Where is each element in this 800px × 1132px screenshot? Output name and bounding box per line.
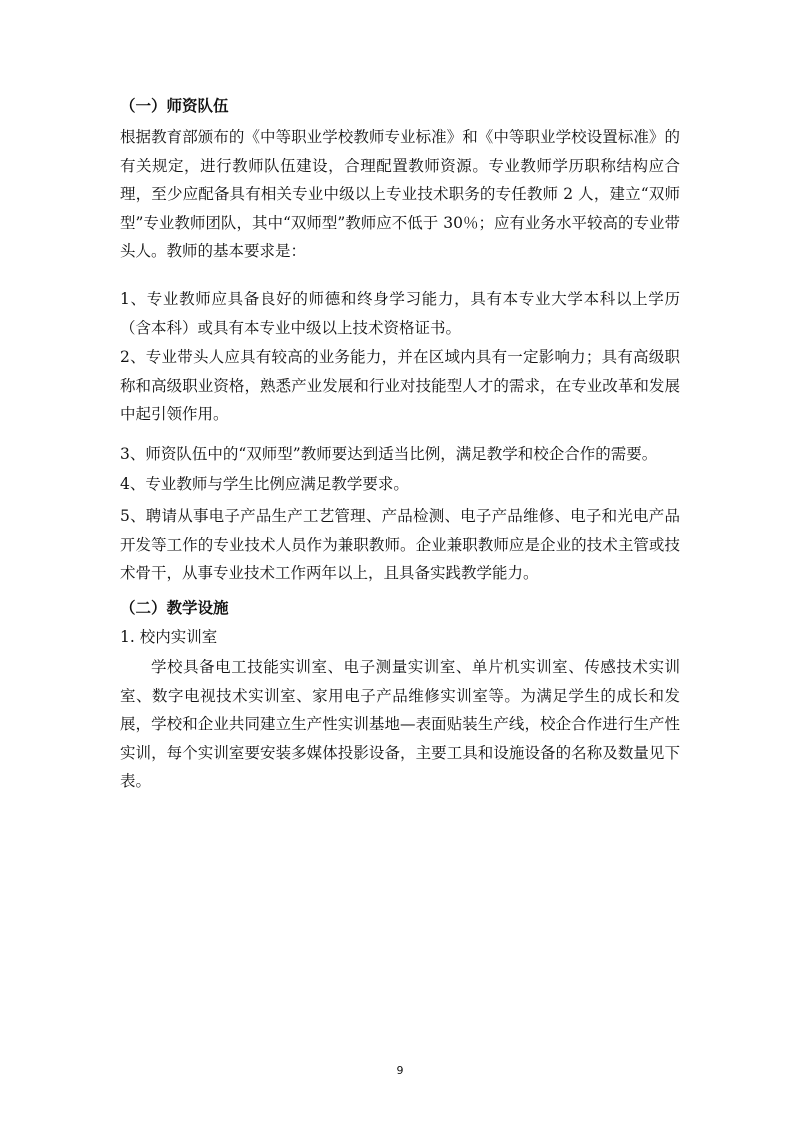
faculty-intro-paragraph: 根据教育部颁布的《中等职业学校教师专业标准》和《中等职业学校设置标准》的有关规定，进行教师队伍建设，合理配置教师资源。专业教师学历职称结构应合理，至少应配备具有相关专业中级以上专业技术职务的专任教师 2 人，建立“双师型”专业教师团队，其中“双师型”教师应不低于 30％；应有业务水平较高的专业带头人。教师的基本要求是： [120, 128, 680, 260]
requirement-item-1: 1、专业教师应具备良好的师德和终身学习能力，具有本专业大学本科以上学历（含本科）或具有本专业中级以上技术资格证书。 [120, 290, 680, 337]
requirement-item-5: 5、聘请从事电子产品生产工艺管理、产品检测、电子产品维修、电子和光电产品开发等工作的专业技术人员作为兼职教师。企业兼职教师应是企业的技术主管或技术骨干，从事专业技术工作两年以上，且具备实践教学能力。 [120, 507, 680, 582]
section-heading-faculty: （一）师资队伍 [120, 97, 229, 115]
requirement-item-3: 3、师资队伍中的“双师型”教师要达到适当比例，满足教学和校企合作的需要。 [120, 445, 658, 463]
facilities-paragraph: 学校具备电工技能实训室、电子测量实训室、单片机实训室、传感技术实训室、数字电视技术实训室、家用电子产品维修实训室等。为满足学生的成长和发展，学校和企业共同建立生产性实训基地—表面贴装生产线，校企合作进行生产性实训，每个实训室要安装多媒体投影设备，主要工具和设施设备的名称及数量见下表。 [120, 658, 680, 790]
sub-heading-campus-training-rooms: 1. 校内实训室 [120, 628, 218, 646]
requirement-item-4: 4、专业教师与学生比例应满足教学要求。 [120, 475, 409, 493]
page-number: 9 [396, 1064, 404, 1077]
requirement-item-2: 2、专业带头人应具有较高的业务能力，并在区域内具有一定影响力；具有高级职称和高级职业资格，熟悉产业发展和行业对技能型人才的需求，在专业改革和发展中起引领作用。 [120, 348, 680, 423]
section-heading-facilities: （二）教学设施 [120, 599, 229, 617]
